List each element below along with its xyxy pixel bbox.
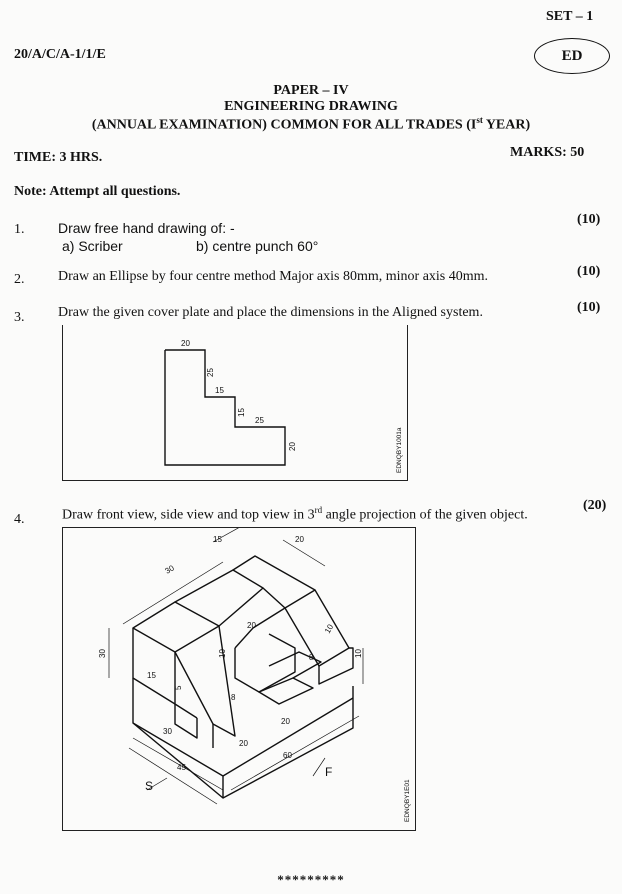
dim-notch-5: 5 [174,685,183,690]
dim-right-10: 10 [354,649,363,658]
dim-mid-20: 20 [281,717,290,726]
dim-bottom-height: 20 [288,442,297,451]
q1-marks: (10) [577,212,601,227]
dim-rear-10: 10 [322,622,336,635]
q4-text: Draw front view, side view and top view in 3rd angle projection of the given object. [62,505,528,523]
q2-number: 2. [14,272,25,287]
q3-marks: (10) [577,300,601,315]
dim-rear-8: 8 [309,653,314,662]
q4-marks: (20) [583,498,607,513]
dim-base-20: 20 [239,739,248,748]
small-rect [259,678,313,704]
isometric-object-figure [62,527,416,831]
right-block [319,648,353,684]
dim-left-30: 30 [98,649,107,658]
q1-number: 1. [14,222,25,237]
q4-number: 4. [14,512,25,527]
dim-top-width: 20 [181,339,190,348]
view-arrow-f: F [325,765,333,779]
time-label: TIME: 3 HRS. [14,150,103,165]
figure1-code: EDNQBY1001a [396,427,403,473]
q3-text: Draw the given cover plate and place the dimensions in the Aligned system. [58,305,483,320]
dim-slot-10: 10 [218,649,227,658]
end-marker: ********* [277,872,345,887]
dim-top-20: 20 [295,535,304,544]
left-block-side [175,652,197,718]
exam-title: (ANNUAL EXAMINATION) COMMON FOR ALL TRADES (Ist YEAR) [91,115,531,133]
notch [175,704,197,738]
note: Note: Attempt all questions. [14,184,181,199]
center-slot [235,634,295,692]
q1-sub-b: b) centre punch 60° [196,238,319,254]
dim-base-60: 60 [283,751,292,760]
dim-upper-height: 25 [206,368,215,377]
inclined-face [175,626,235,736]
dim-second-step: 25 [255,416,264,425]
dim-first-step: 15 [215,386,224,395]
top-ridge [233,556,315,608]
subject-badge: ED [534,38,610,74]
right-slope-face [235,608,285,648]
cover-plate-outline [165,350,285,465]
dim-base-45: 45 [177,763,186,772]
dim-step-height: 15 [237,408,246,417]
q1-text: Draw free hand drawing of: - [58,220,235,236]
dim-top-30: 30 [163,563,176,576]
cover-plate-figure [62,325,408,481]
dim-notch-15: 15 [147,671,156,680]
set-label: SET – 1 [546,9,594,24]
dim-slot-8: 8 [231,693,236,702]
view-arrow-s: S [145,779,154,793]
base-top-right [223,698,353,776]
dim-base-30: 30 [163,727,172,736]
q3-number: 3. [14,310,25,325]
paper-code: 20/A/C/A-1/1/E [14,47,106,62]
dim-slot-20: 20 [247,621,256,630]
paper-title: PAPER – IV [273,83,349,98]
dim-top-15: 15 [213,535,222,544]
q2-text: Draw an Ellipse by four centre method Major axis 80mm, minor axis 40mm. [58,269,489,284]
subject-title: ENGINEERING DRAWING [224,99,398,114]
q2-marks: (10) [577,264,601,279]
q1-sub-a: a) Scriber [62,238,123,254]
inclined-ridge [175,570,263,626]
figure2-code: EDNQBY1E01 [404,779,411,822]
marks-label: MARKS: 50 [510,145,585,160]
